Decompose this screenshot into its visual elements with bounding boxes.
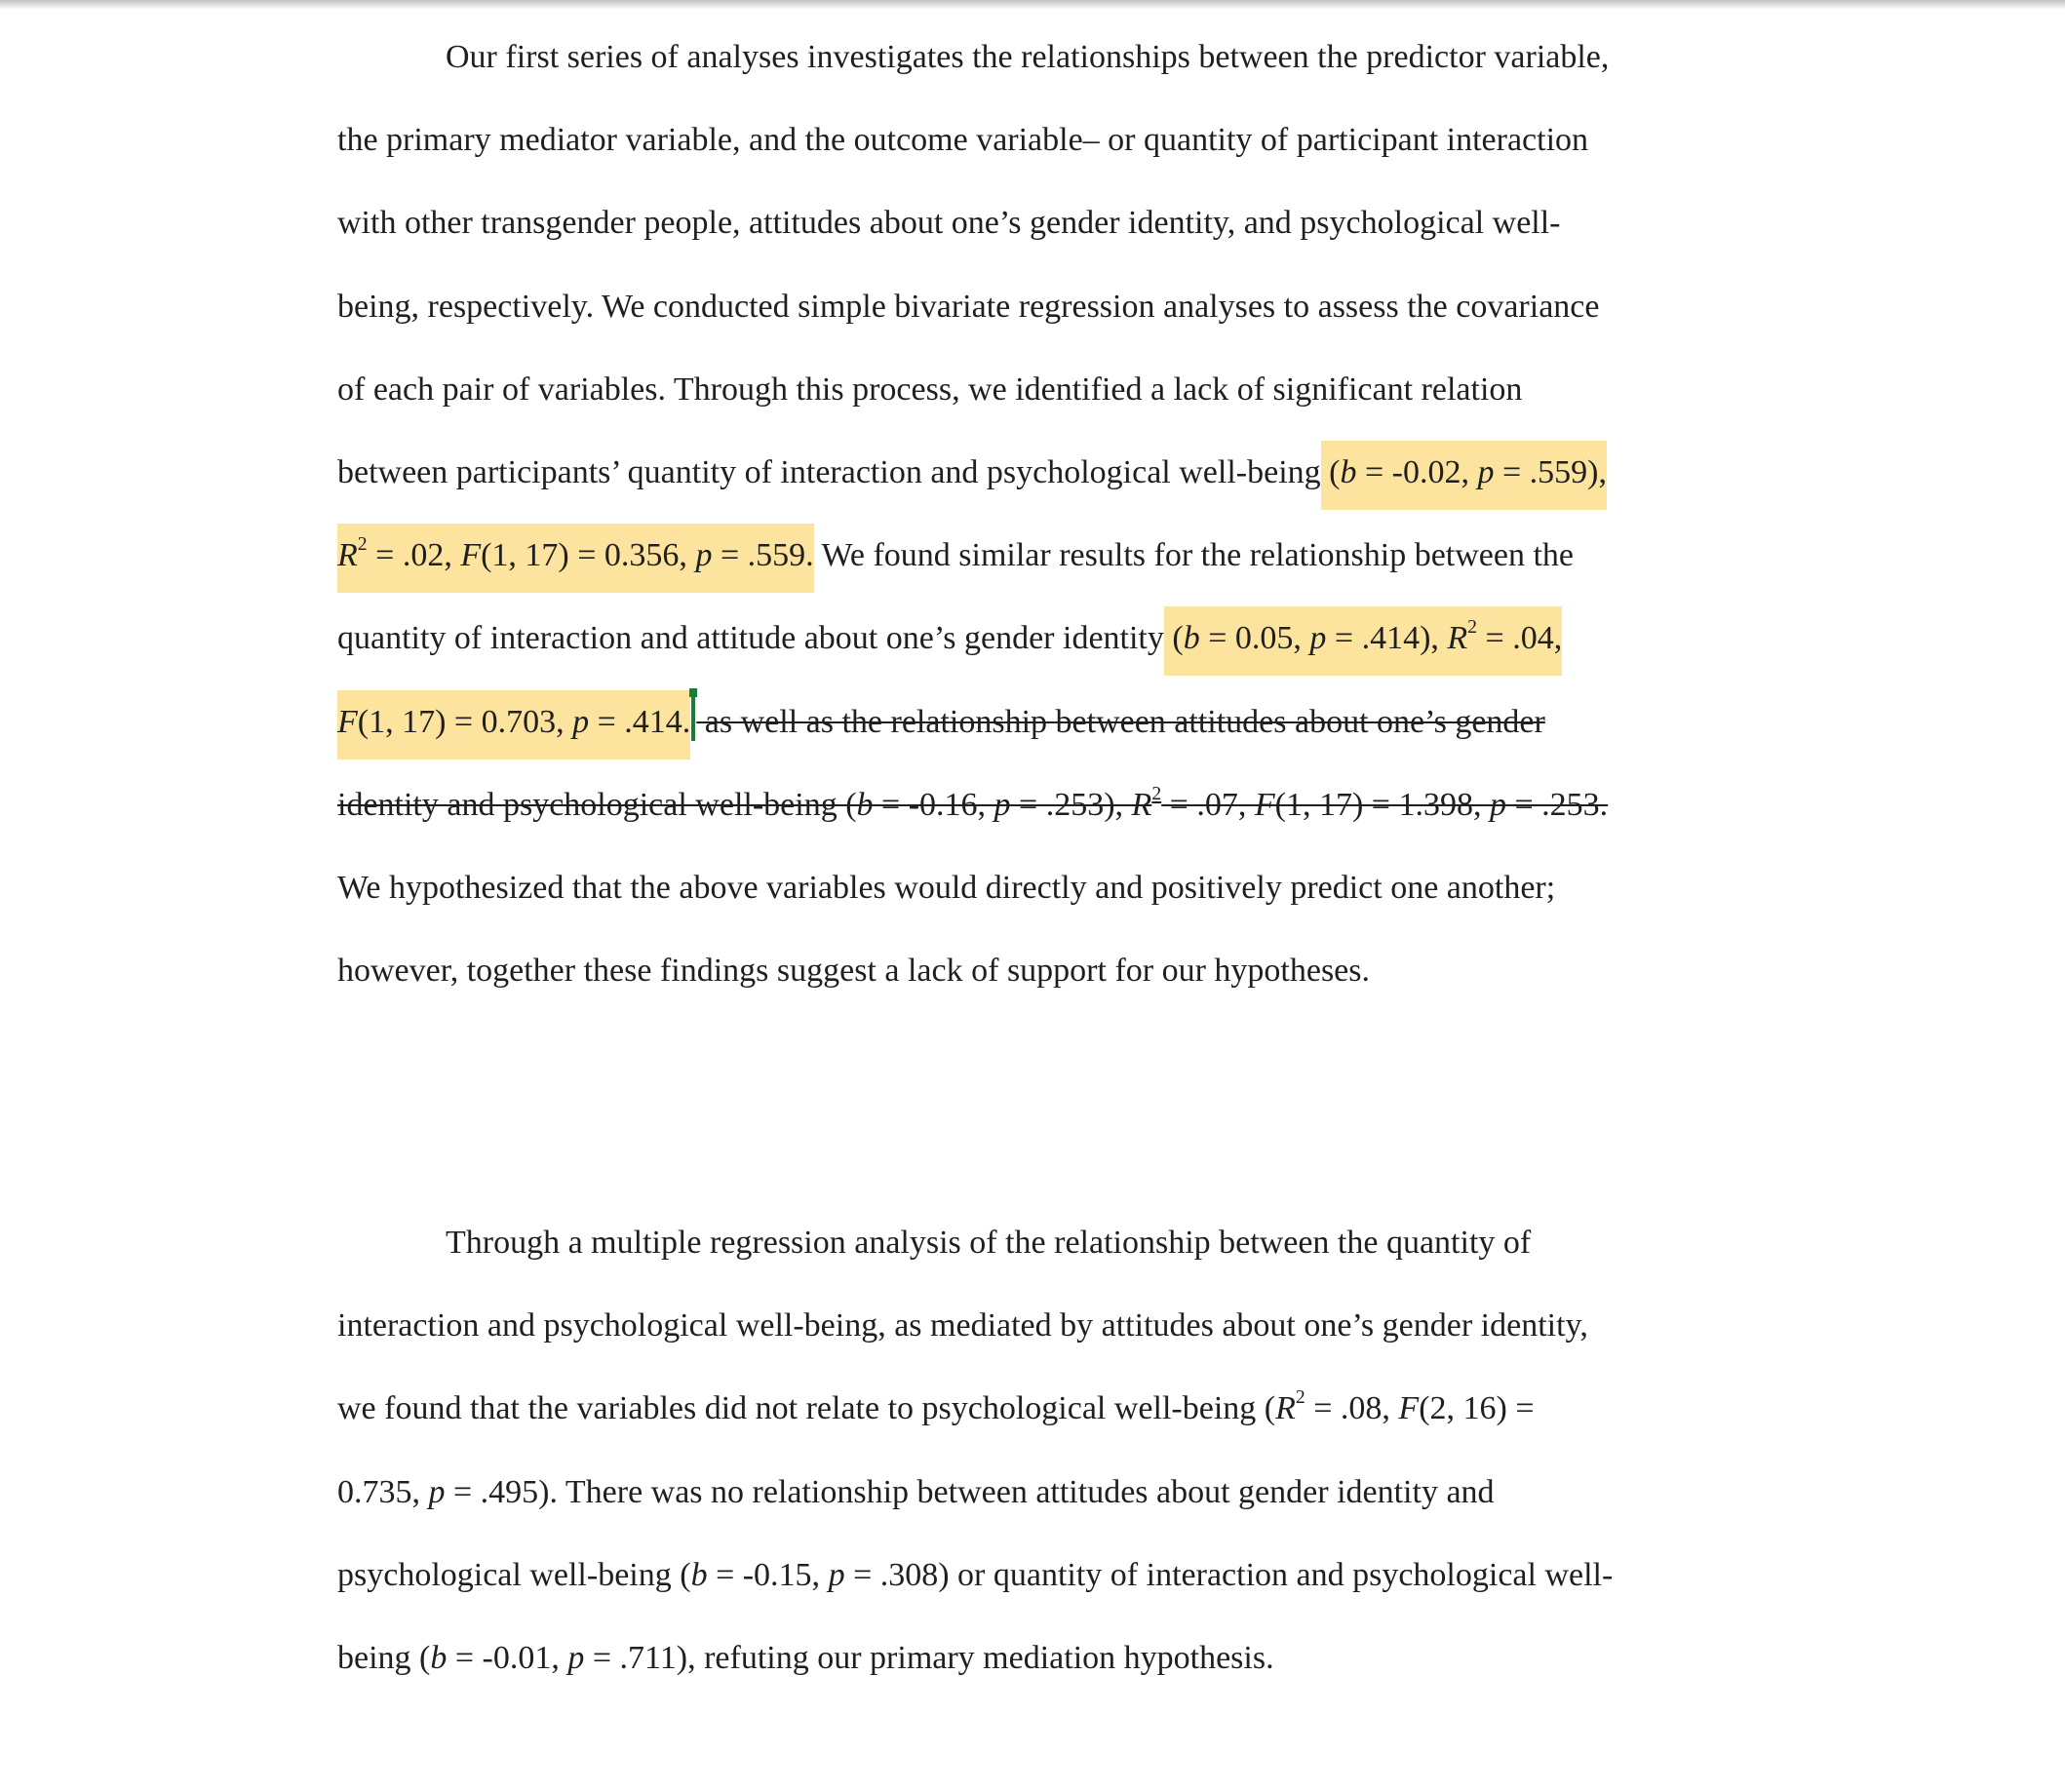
- text-cursor: [691, 696, 695, 741]
- paragraph-results-mediation[interactable]: Through a multiple regression analysis of the relationship between the quantity of interaction and psychological well-being, as mediated by attitudes about one’s gender identity, we found that the variables did not relate to psychological well-being ($R^2 = .08$, F(2, 16) = 0.735, p = .495). There was no relationship between attitudes about gender identity and psychological well-being (b = -0.15, p = .308) or quantity of interaction and psychological well-being (b = -0.01, p = .711), refuting our primary mediation hypothesis.: [337, 1225, 1614, 1677]
- highlighted-comment-range-2[interactable]: (b = 0.05, p = .414), $R^2 = .04$, F(1, 17) = 0.703, p = .414.: [337, 606, 1562, 759]
- tracked-deletion[interactable]: as well as the relationship between attitudes about one’s gender identity and psychological well-being (b = -0.16, p = .253), $R^2 = .07$, F(1, 17) = 1.398, p = .253.: [337, 703, 1609, 823]
- text-run: We found similar results for the relationship between the quantity of interaction and attitude about one’s gender identity: [337, 537, 1575, 657]
- paragraph-results-bivariate[interactable]: [337, 16, 1624, 1012]
- text-run: We hypothesized that the above variables would directly and positively predict one another; however, together these findings suggest a lack of support for our hypotheses.: [337, 870, 1556, 990]
- highlighted-comment-range-1[interactable]: (b = -0.02, p = .559), $R^2 = .02$, F(1, 17) = 0.356, p = .559.: [337, 441, 1607, 593]
- text-run: Our first series of analyses investigates the relationships between the predictor variable, the primary mediator variable, and the outcome variable– or quantity of participant interaction with other transgender people, attitudes about one’s gender identity, and psychological well-being, respectively. We conducted simple bivariate regression analyses to assess the covariance of each pair of variables. Through this process, we identified a lack of significant relation between participants’ quantity of interaction and psychological well-being: [337, 39, 1610, 491]
